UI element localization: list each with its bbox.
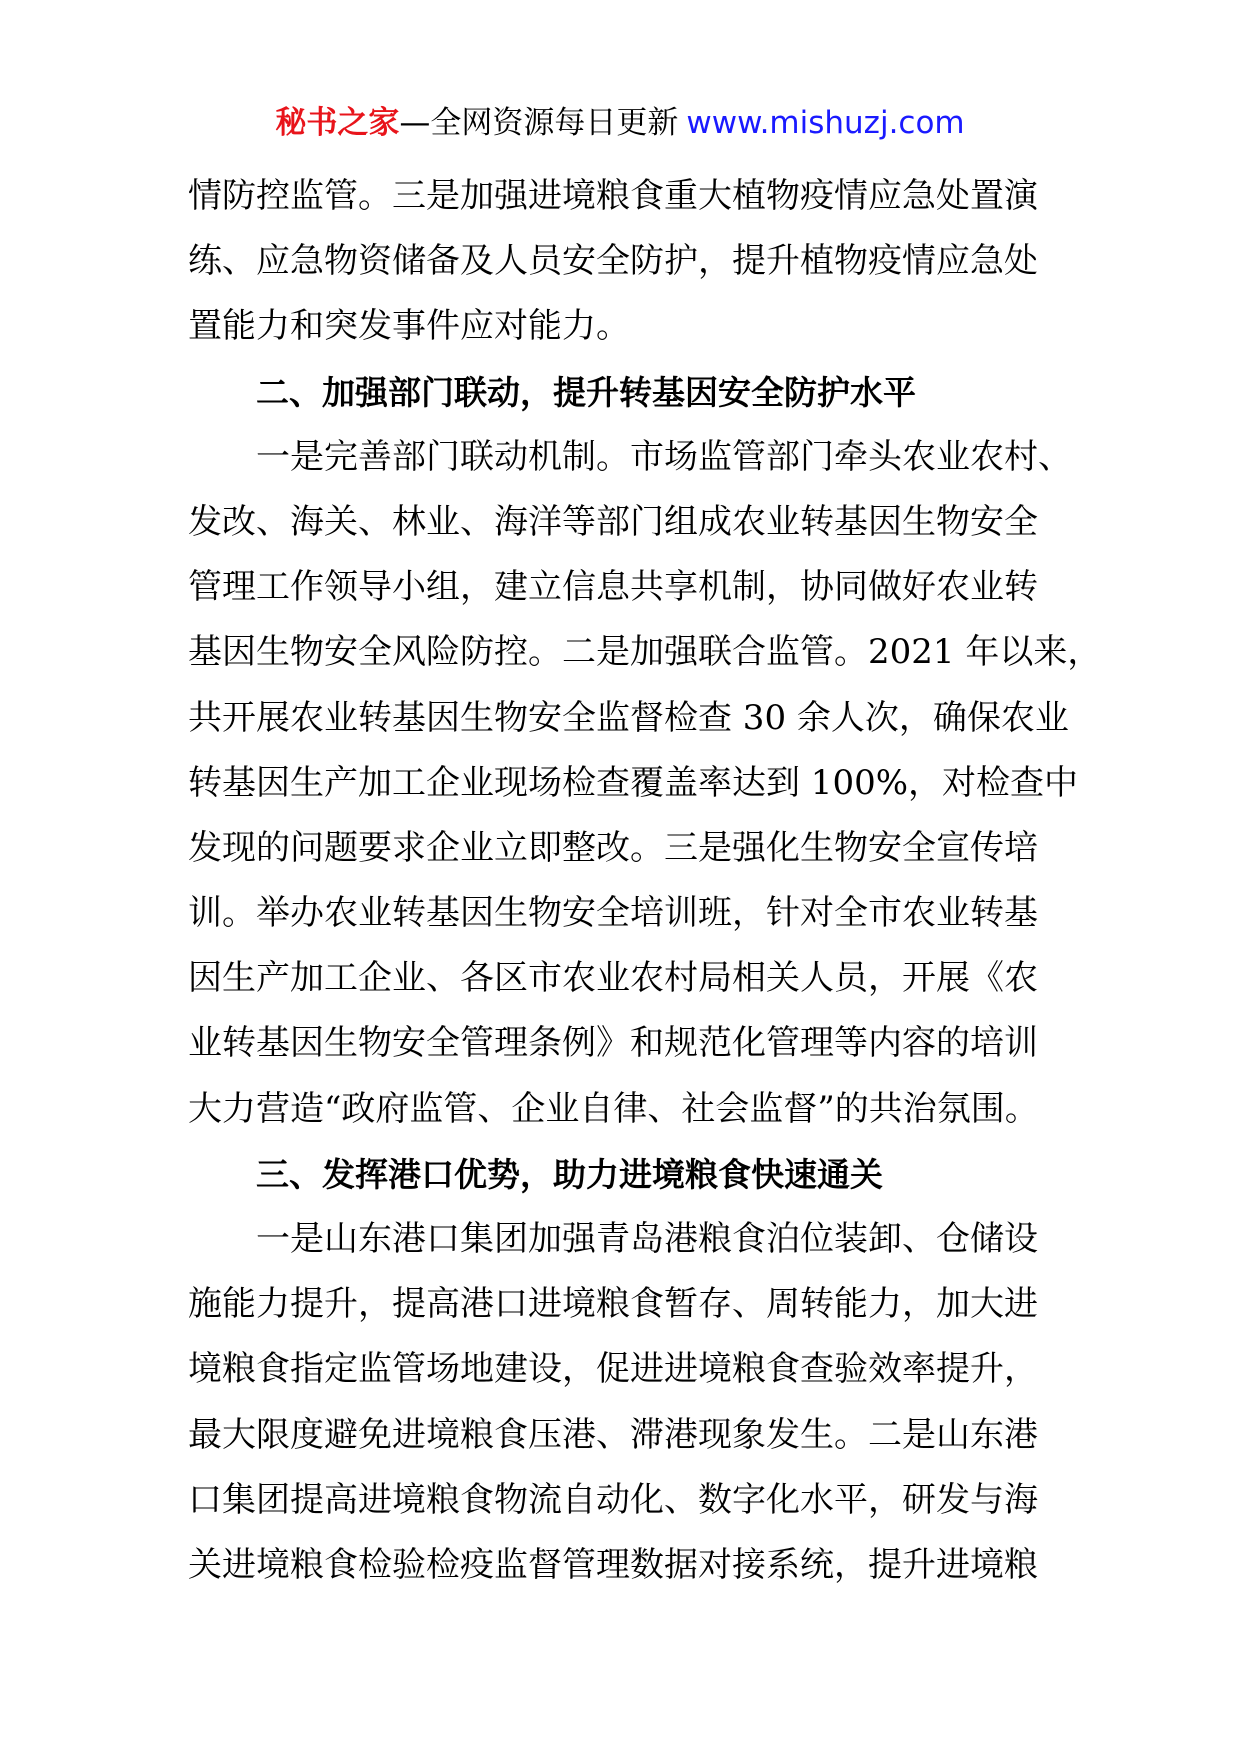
- text-line: 大力营造“政府监管、企业自律、社会监督”的共治氛围。: [188, 1088, 1039, 1129]
- text-line: 因生产加工企业、各区市农业农村局相关人员，开展《农: [188, 958, 1038, 999]
- section-heading: 二、加强部门联动，提升转基因安全防护水平: [256, 372, 916, 412]
- site-header: [0, 100, 1240, 146]
- text-line: 练、应急物资储备及人员安全防护，提升植物疫情应急处: [188, 241, 1038, 282]
- text-line: 转基因生产加工企业现场检查覆盖率达到 100%，对检查中: [188, 762, 1079, 803]
- text-line: 置能力和突发事件应对能力。: [188, 306, 630, 347]
- text-line: 情防控监管。三是加强进境粮食重大植物疫情应急处置演: [188, 176, 1038, 216]
- text-line: 最大限度避免进境粮食压港、滞港现象发生。二是山东港: [188, 1414, 1038, 1455]
- text-line: 发现的问题要求企业立即整改。三是强化生物安全宣传培: [188, 827, 1038, 868]
- site-url-link[interactable]: www.mishuzj.com: [686, 105, 965, 141]
- text-line: 施能力提升，提高港口进境粮食暂存、周转能力，加大进: [188, 1284, 1038, 1325]
- text-line: 发改、海关、林业、海洋等部门组成农业转基因生物安全: [188, 501, 1038, 542]
- text-line: 一是完善部门联动机制。市场监管部门牵头农业农村、: [256, 436, 1072, 477]
- text-line: 管理工作领导小组，建立信息共享机制，协同做好农业转: [188, 567, 1038, 608]
- text-line: 共开展农业转基因生物安全监督检查 30 余人次，确保农业: [188, 697, 1069, 738]
- text-line: 基因生物安全风险防控。二是加强联合监管。2021 年以来，: [188, 632, 1102, 673]
- text-line: 口集团提高进境粮食物流自动化、数字化水平，研发与海: [188, 1479, 1038, 1520]
- text-line: 境粮食指定监管场地建设，促进进境粮食查验效率提升，: [188, 1349, 1038, 1390]
- document-body: [188, 164, 1102, 1598]
- brand-name: 秘书之家: [275, 105, 400, 141]
- text-line: 训。举办农业转基因生物安全培训班，针对全市农业转基: [188, 893, 1038, 934]
- section-heading: 三、发挥港口优势，助力进境粮食快速通关: [256, 1154, 883, 1194]
- header-slogan: —全网资源每日更新: [399, 105, 679, 141]
- text-line: 业转基因生物安全管理条例》和规范化管理等内容的培训: [188, 1023, 1038, 1064]
- text-line: 关进境粮食检验检疫监督管理数据对接系统，提升进境粮: [188, 1544, 1038, 1585]
- text-line: 一是山东港口集团加强青岛港粮食泊位装卸、仓储设: [256, 1219, 1038, 1259]
